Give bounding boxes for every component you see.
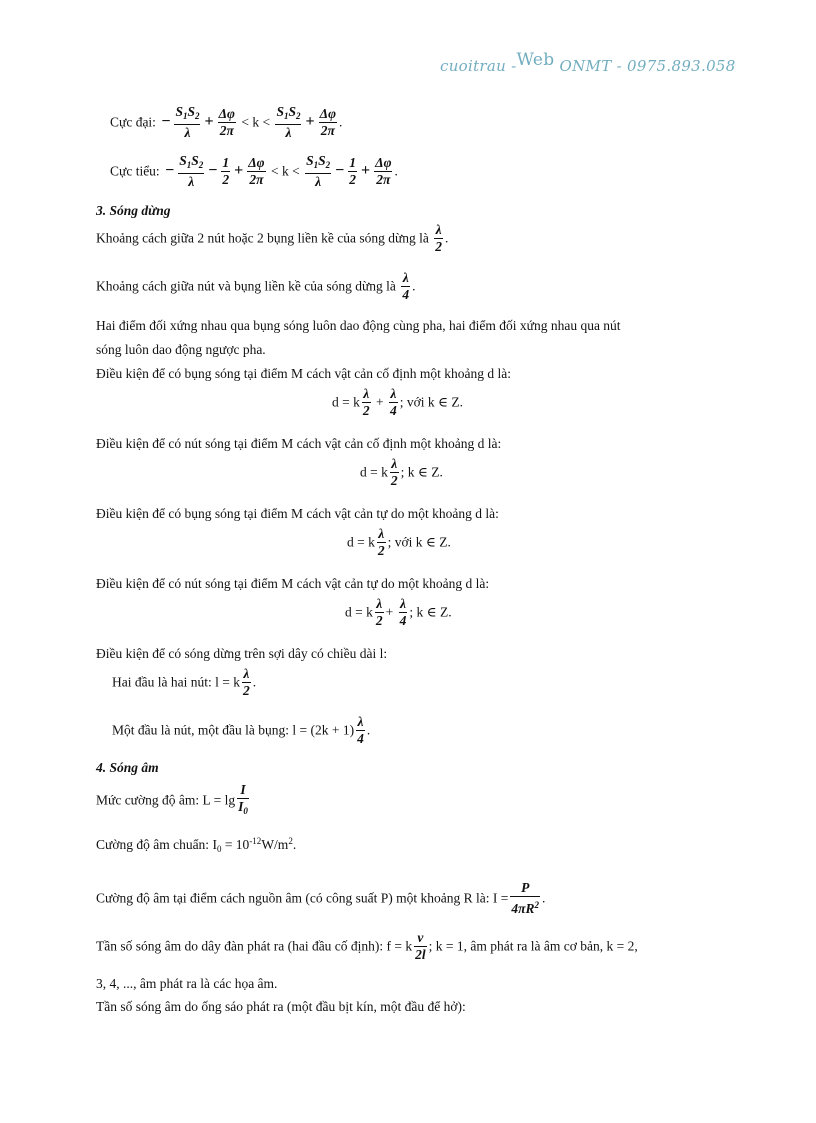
paragraph-1: Khoảng cách giữa 2 nút hoặc 2 bụng liền kề của sóng dừng là $\frac{\lambda}{2}$ . — [96, 222, 449, 254]
paragraph-5: Điều kiện để có nút sóng tại điểm M cách vật cản cố định một khoảng d là: — [96, 436, 502, 451]
paragraph-3a: Hai điểm đối xứng nhau qua bụng sóng luôn dao động cùng pha, hai điểm đối xứng nhau qua nút — [96, 318, 621, 333]
cuc-dai-formula: Cực đại: − $\frac{S_1S_2}{\lambda}$ + $\frac{\Delta\varphi}{2\pi}$ < k < $\frac{S_1S_2}{\lambda}$ + $\frac{\Delta\varphi}{2\pi}$ . — [110, 104, 343, 140]
paragraph-3b: sóng luôn dao động ngược pha. — [96, 342, 266, 357]
section-4-title: 4. Sóng âm — [96, 760, 159, 775]
paragraph-7: Điều kiện để có nút sóng tại điểm M cách vật cản tự do một khoảng d là: — [96, 576, 490, 591]
paragraph-4: Điều kiện để có bụng sóng tại điểm M cách vật cản cố định một khoảng d là: — [96, 366, 512, 381]
paragraph-9: Hai đầu là hai nút: l = k $\frac{\lambda}{2}$ . — [112, 666, 257, 698]
paragraph-6: Điều kiện để có bụng sóng tại điểm M cách vật cản tự do một khoảng d là: — [96, 506, 499, 521]
equation-1: d = k $\frac{\lambda}{2}$ + $\frac{\lambda}{4}$ ; với k ∈ Z. — [332, 386, 464, 418]
equation-4: d = k $\frac{\lambda}{2}$ + $\frac{\lambda}{4}$ ; k ∈ Z. — [345, 596, 452, 628]
equation-2: d = k $\frac{\lambda}{2}$ ; k ∈ Z. — [360, 456, 443, 488]
paragraph-14: Tần số sóng âm do dây đàn phát ra (hai đầu cố định): f = k $\frac{v}{2l}$ ; k = 1, âm phát ra là âm cơ bản, k = 2, — [96, 930, 638, 962]
paragraph-2: Khoảng cách giữa nút và bụng liền kề của sóng dừng là $\frac{\lambda}{4}$ . — [96, 270, 416, 302]
watermark: cuoitrau -Web ONMT - 0975.893.058 — [440, 50, 736, 75]
paragraph-13: Cường độ âm tại điểm cách nguồn âm (có công suất P) một khoảng R là: I = $\frac{P}{4\pi R^2}$ . — [96, 880, 546, 916]
paragraph-10: Một đầu là nút, một đầu là bụng: l = (2k + 1) $\frac{\lambda}{4}$ . — [112, 714, 371, 746]
paragraph-15: 3, 4, ..., âm phát ra là các họa âm. — [96, 976, 278, 991]
paragraph-8: Điều kiện để có sóng dừng trên sợi dây có chiều dài l: — [96, 646, 388, 661]
paragraph-16: Tần số sóng âm do ống sáo phát ra (một đầu bịt kín, một đầu để hở): — [96, 999, 466, 1014]
section-3-title: 3. Sóng dừng — [96, 203, 171, 218]
equation-3: d = k $\frac{\lambda}{2}$ ; với k ∈ Z. — [347, 526, 451, 558]
paragraph-11: Mức cường độ âm: L = lg $\frac{I}{I_0}$ — [96, 782, 248, 816]
paragraph-12: Cường độ âm chuẩn: $I_0 = 10^{-12}W/m^2$. — [96, 836, 297, 854]
cuc-tieu-formula: Cực tiểu: − $\frac{S_1S_2}{\lambda}$ − $\frac{1}{2}$ + $\frac{\Delta\varphi}{2\pi}$ < k < $\frac{S_1S_2}{\lambda}$ − $\frac{1}{2}$ + $\frac{\Delta\varphi}{2\pi}$ . — [110, 153, 398, 189]
